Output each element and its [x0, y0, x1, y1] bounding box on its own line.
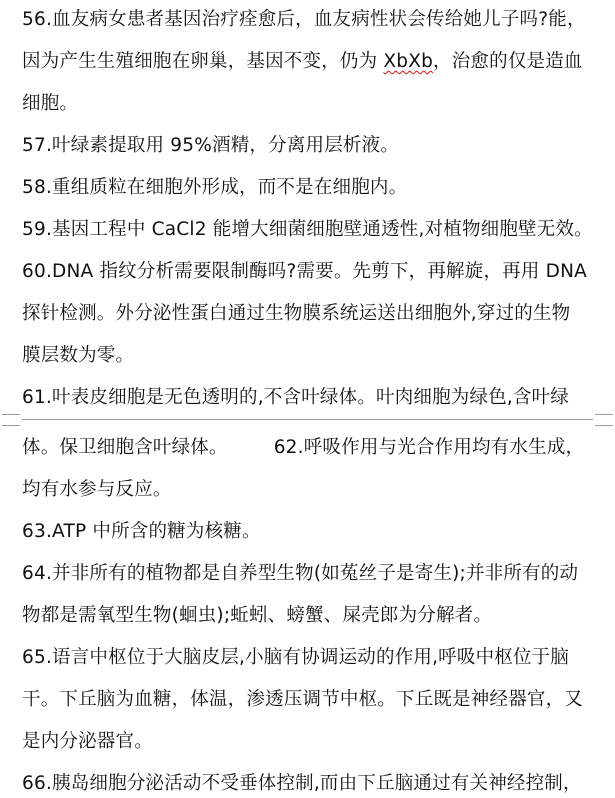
text-line-65: 65.语言中枢位于大脑皮层,小脑有协调运动的作用,呼吸中枢位于脑 [22, 647, 570, 668]
text-line-62-cont: 均有水参与反应。 [22, 479, 172, 500]
text-line-62: 62.呼吸作用与光合作用均有水生成， [273, 437, 585, 458]
text-line-57: 57.叶绿素提取用 95%酒精，分离用层析液。 [22, 135, 400, 156]
text-segment: 体。保卫细胞含叶绿体。 [22, 437, 228, 458]
page-break-right-marker [595, 414, 613, 426]
text-line-60-end: 膜层数为零。 [22, 345, 135, 366]
text-line-65-end: 是内分泌器官。 [22, 731, 153, 752]
text-line-63: 63.ATP 中所含的糖为核糖。 [22, 521, 261, 542]
text-line-59: 59.基因工程中 CaCl2 能增大细菌细胞壁通透性,对植物细胞壁无效。 [22, 219, 593, 240]
text-line-61-cont [22, 436, 584, 460]
text-line-65-cont: 干。下丘脑为血糖，体温，渗透压调节中枢。下丘既是神经器官，又 [22, 689, 584, 710]
page-break-divider [0, 410, 615, 430]
text-line-58: 58.重组质粒在细胞外形成，而不是在细胞内。 [22, 177, 408, 198]
text-line-61: 61.叶表皮细胞是无色透明的,不含叶绿体。叶肉细胞为绿色,含叶绿 [22, 387, 570, 408]
text-line-56-end: 细胞。 [22, 93, 79, 114]
text-line-64: 64.并非所有的植物都是自养型生物(如菟丝子是寄生);并非所有的动 [22, 563, 579, 584]
text-line-56: 56.血友病女患者基因治疗痊愈后，血友病性状会传给她儿子吗?能， [22, 9, 586, 30]
text-line-60: 60.DNA 指纹分析需要限制酶吗?需要。先剪下，再解旋，再用 DNA [22, 261, 587, 282]
text-line-64-cont: 物都是需氧型生物(蛔虫);蚯蚓、螃蟹、屎壳郎为分解者。 [22, 605, 493, 626]
spellcheck-word: XbXb [383, 51, 434, 72]
text-line-60-cont: 探针检测。外分泌性蛋白通过生物膜系统运送出细胞外,穿过的生物 [22, 303, 571, 324]
page-break-rule [22, 419, 593, 420]
text-segment: 因为产生生殖细胞在卵巢，基因不变，仍为 [22, 51, 384, 72]
text-segment: ，治愈的仅是造血 [433, 51, 583, 72]
page-break-left-marker [2, 414, 20, 426]
text-line-66: 66.胰岛细胞分泌活动不受垂体控制,而由下丘脑通过有关神经控制， [22, 773, 582, 794]
text-line-56-cont [22, 50, 583, 74]
